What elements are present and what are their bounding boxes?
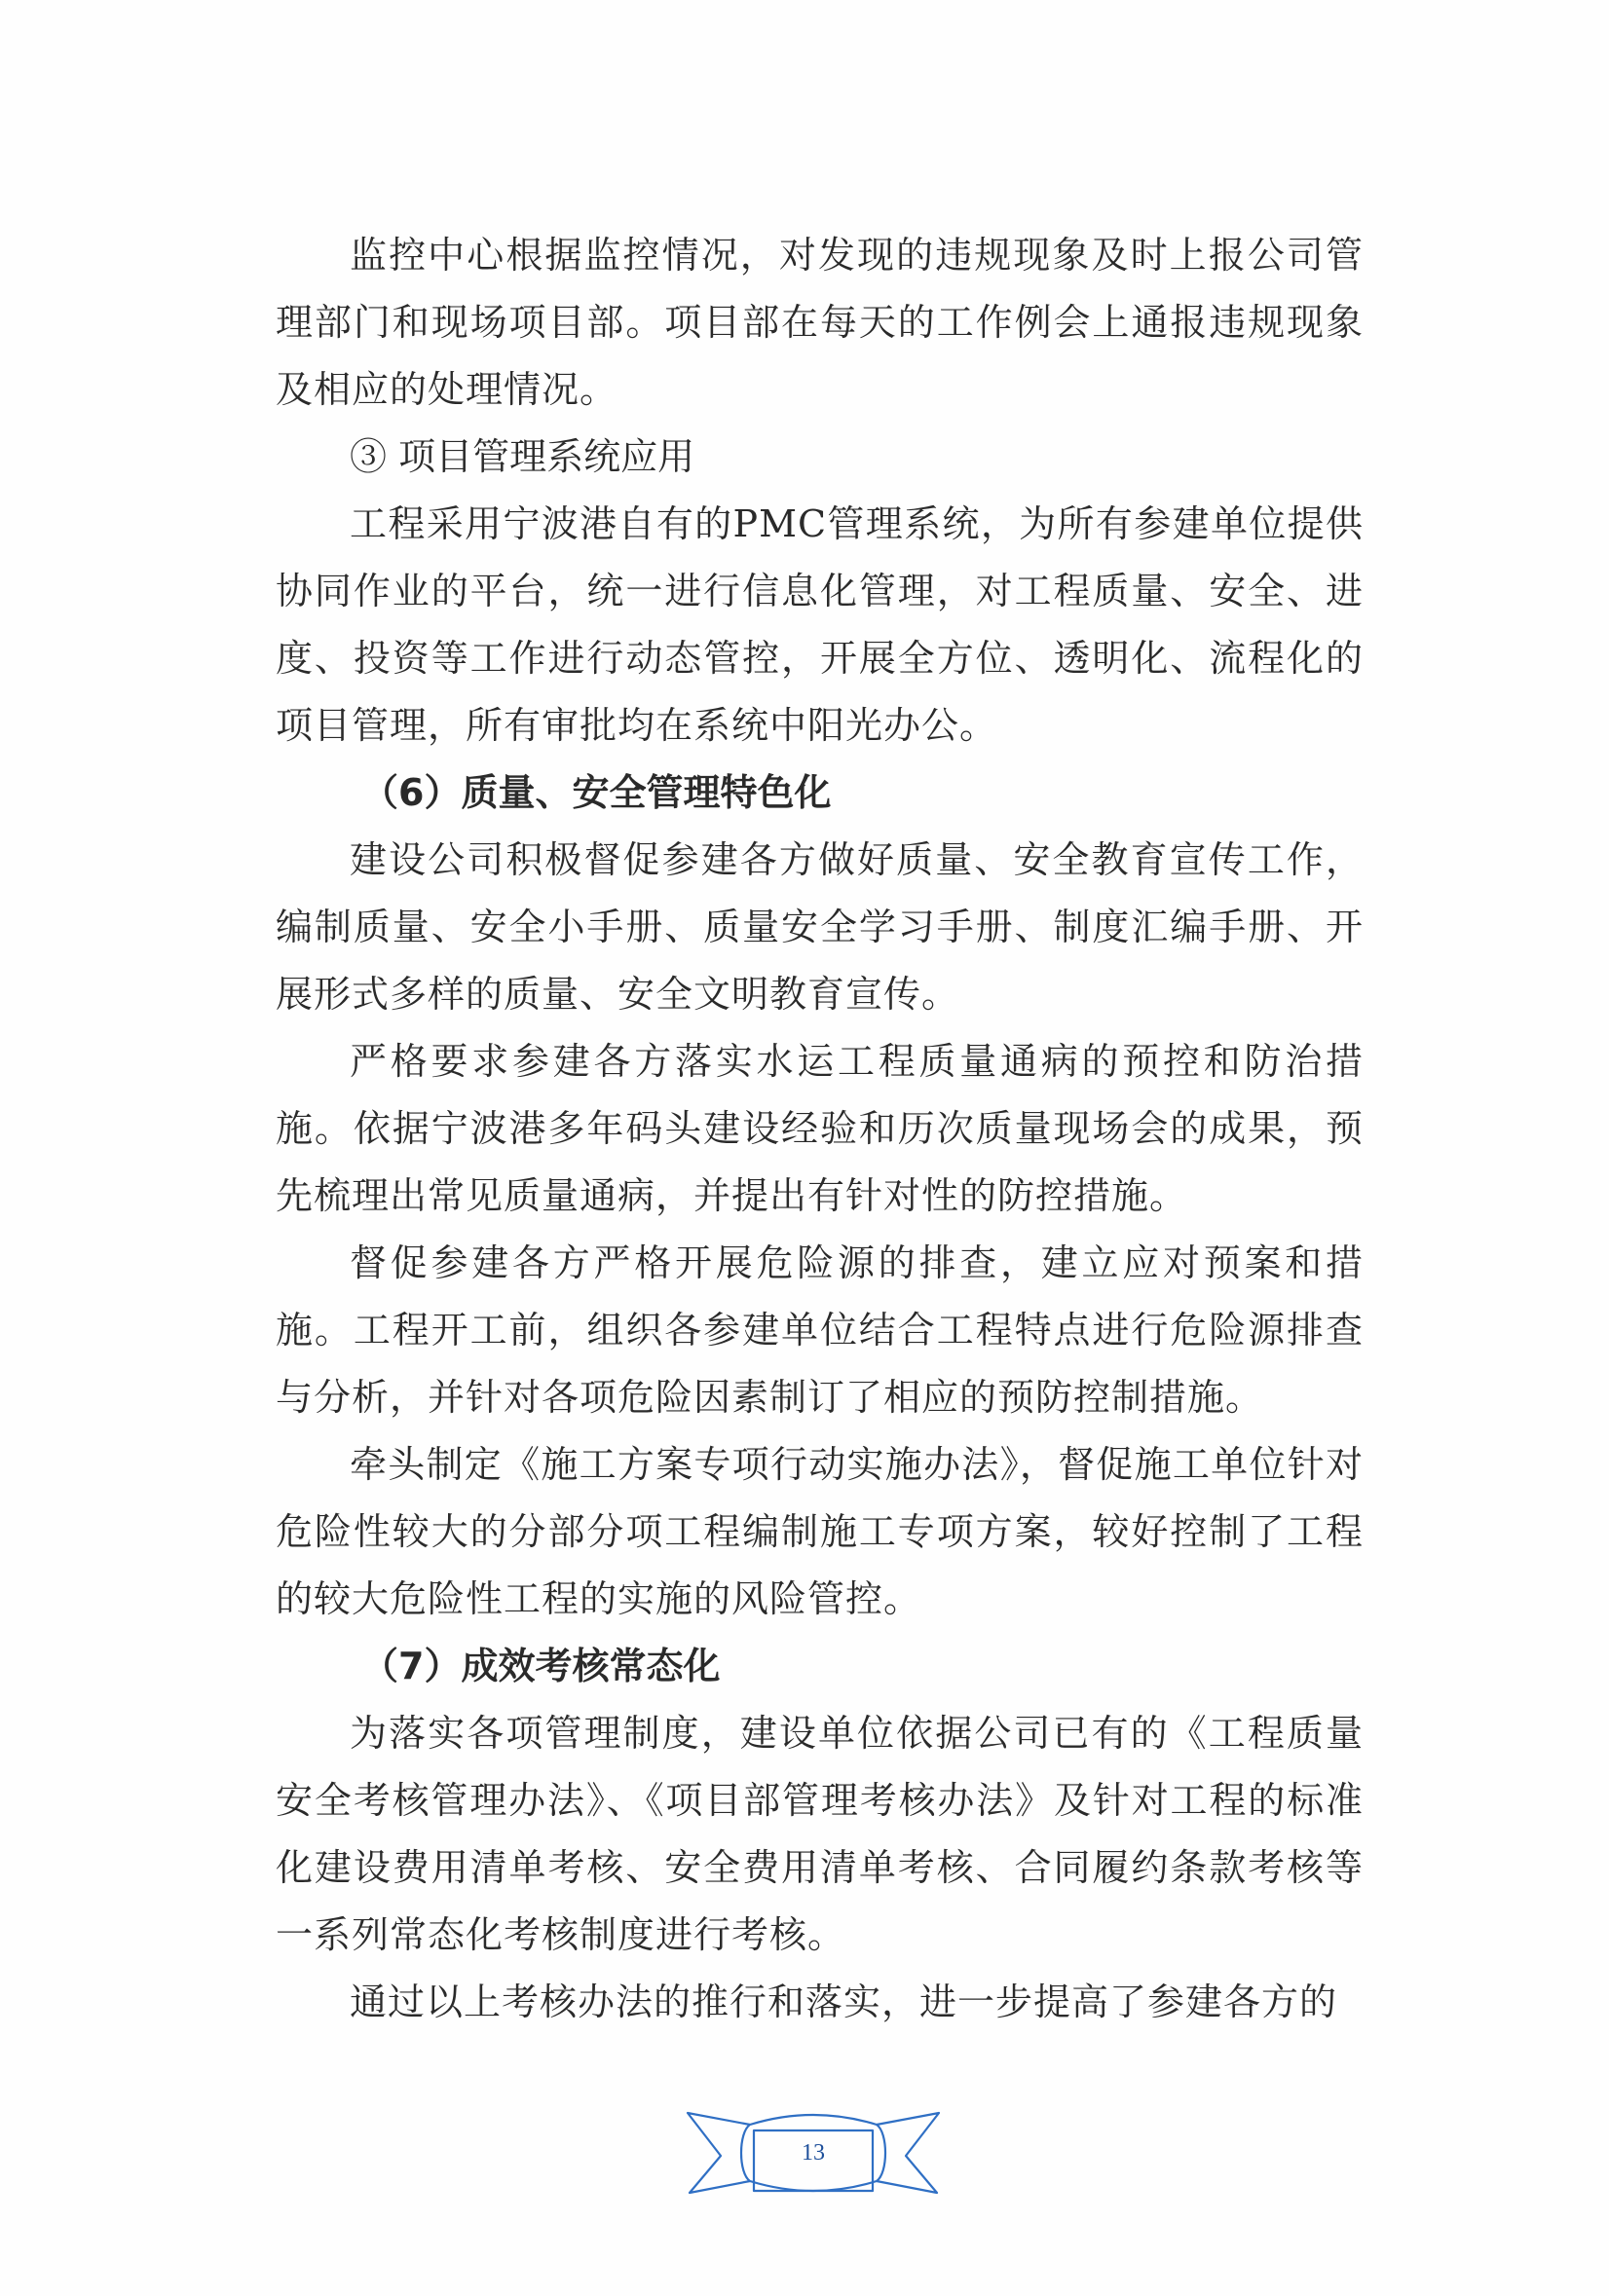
section-heading: （7）成效考核常态化 bbox=[361, 1645, 721, 1687]
paragraph: 督促参建各方严格开展危险源的排查，建立应对预案和措施。工程开工前，组织各参建单位结合工程特点进行危险源排查与分析，并针对各项危险因素制订了相应的预防控制措施。 bbox=[276, 1241, 1364, 1419]
paragraph: 工程采用宁波港自有的PMC管理系统，为所有参建单位提供协同作业的平台，统一进行信息化管理，对工程质量、安全、进度、投资等工作进行动态管控，开展全方位、透明化、流程化的项目管理，所有审批均在系统中阳光办公。 bbox=[276, 502, 1364, 747]
body-text bbox=[276, 222, 1364, 2036]
paragraph: 为落实各项管理制度，建设单位依据公司已有的《工程质量安全考核管理办法》、《项目部管理考核办法》及针对工程的标准化建设费用清单考核、安全费用清单考核、合同履约条款考核等一系列常态化考核制度进行考核。 bbox=[276, 1712, 1364, 1956]
paragraph: 严格要求参建各方落实水运工程质量通病的预控和防治措施。依据宁波港多年码头建设经验和历次质量现场会的成果，预先梳理出常见质量通病，并提出有针对性的防控措施。 bbox=[276, 1040, 1364, 1217]
paragraph: 监控中心根据监控情况，对发现的违规现象及时上报公司管理部门和现场项目部。项目部在每天的工作例会上通报违规现象及相应的处理情况。 bbox=[276, 234, 1364, 411]
paragraph: 建设公司积极督促参建各方做好质量、安全教育宣传工作，编制质量、安全小手册、质量安全学习手册、制度汇编手册、开展形式多样的质量、安全文明教育宣传。 bbox=[276, 838, 1364, 1016]
subsection-title: ③ 项目管理系统应用 bbox=[350, 435, 695, 478]
page-number-ribbon bbox=[682, 2103, 945, 2203]
section-heading: （6）质量、安全管理特色化 bbox=[361, 771, 832, 814]
page-number: 13 bbox=[802, 2140, 825, 2166]
paragraph: 通过以上考核办法的推行和落实，进一步提高了参建各方的 bbox=[350, 1981, 1338, 2023]
paragraph: 牵头制定《施工方案专项行动实施办法》，督促施工单位针对危险性较大的分部分项工程编制施工专项方案，较好控制了工程的较大危险性工程的实施的风险管控。 bbox=[276, 1443, 1364, 1620]
